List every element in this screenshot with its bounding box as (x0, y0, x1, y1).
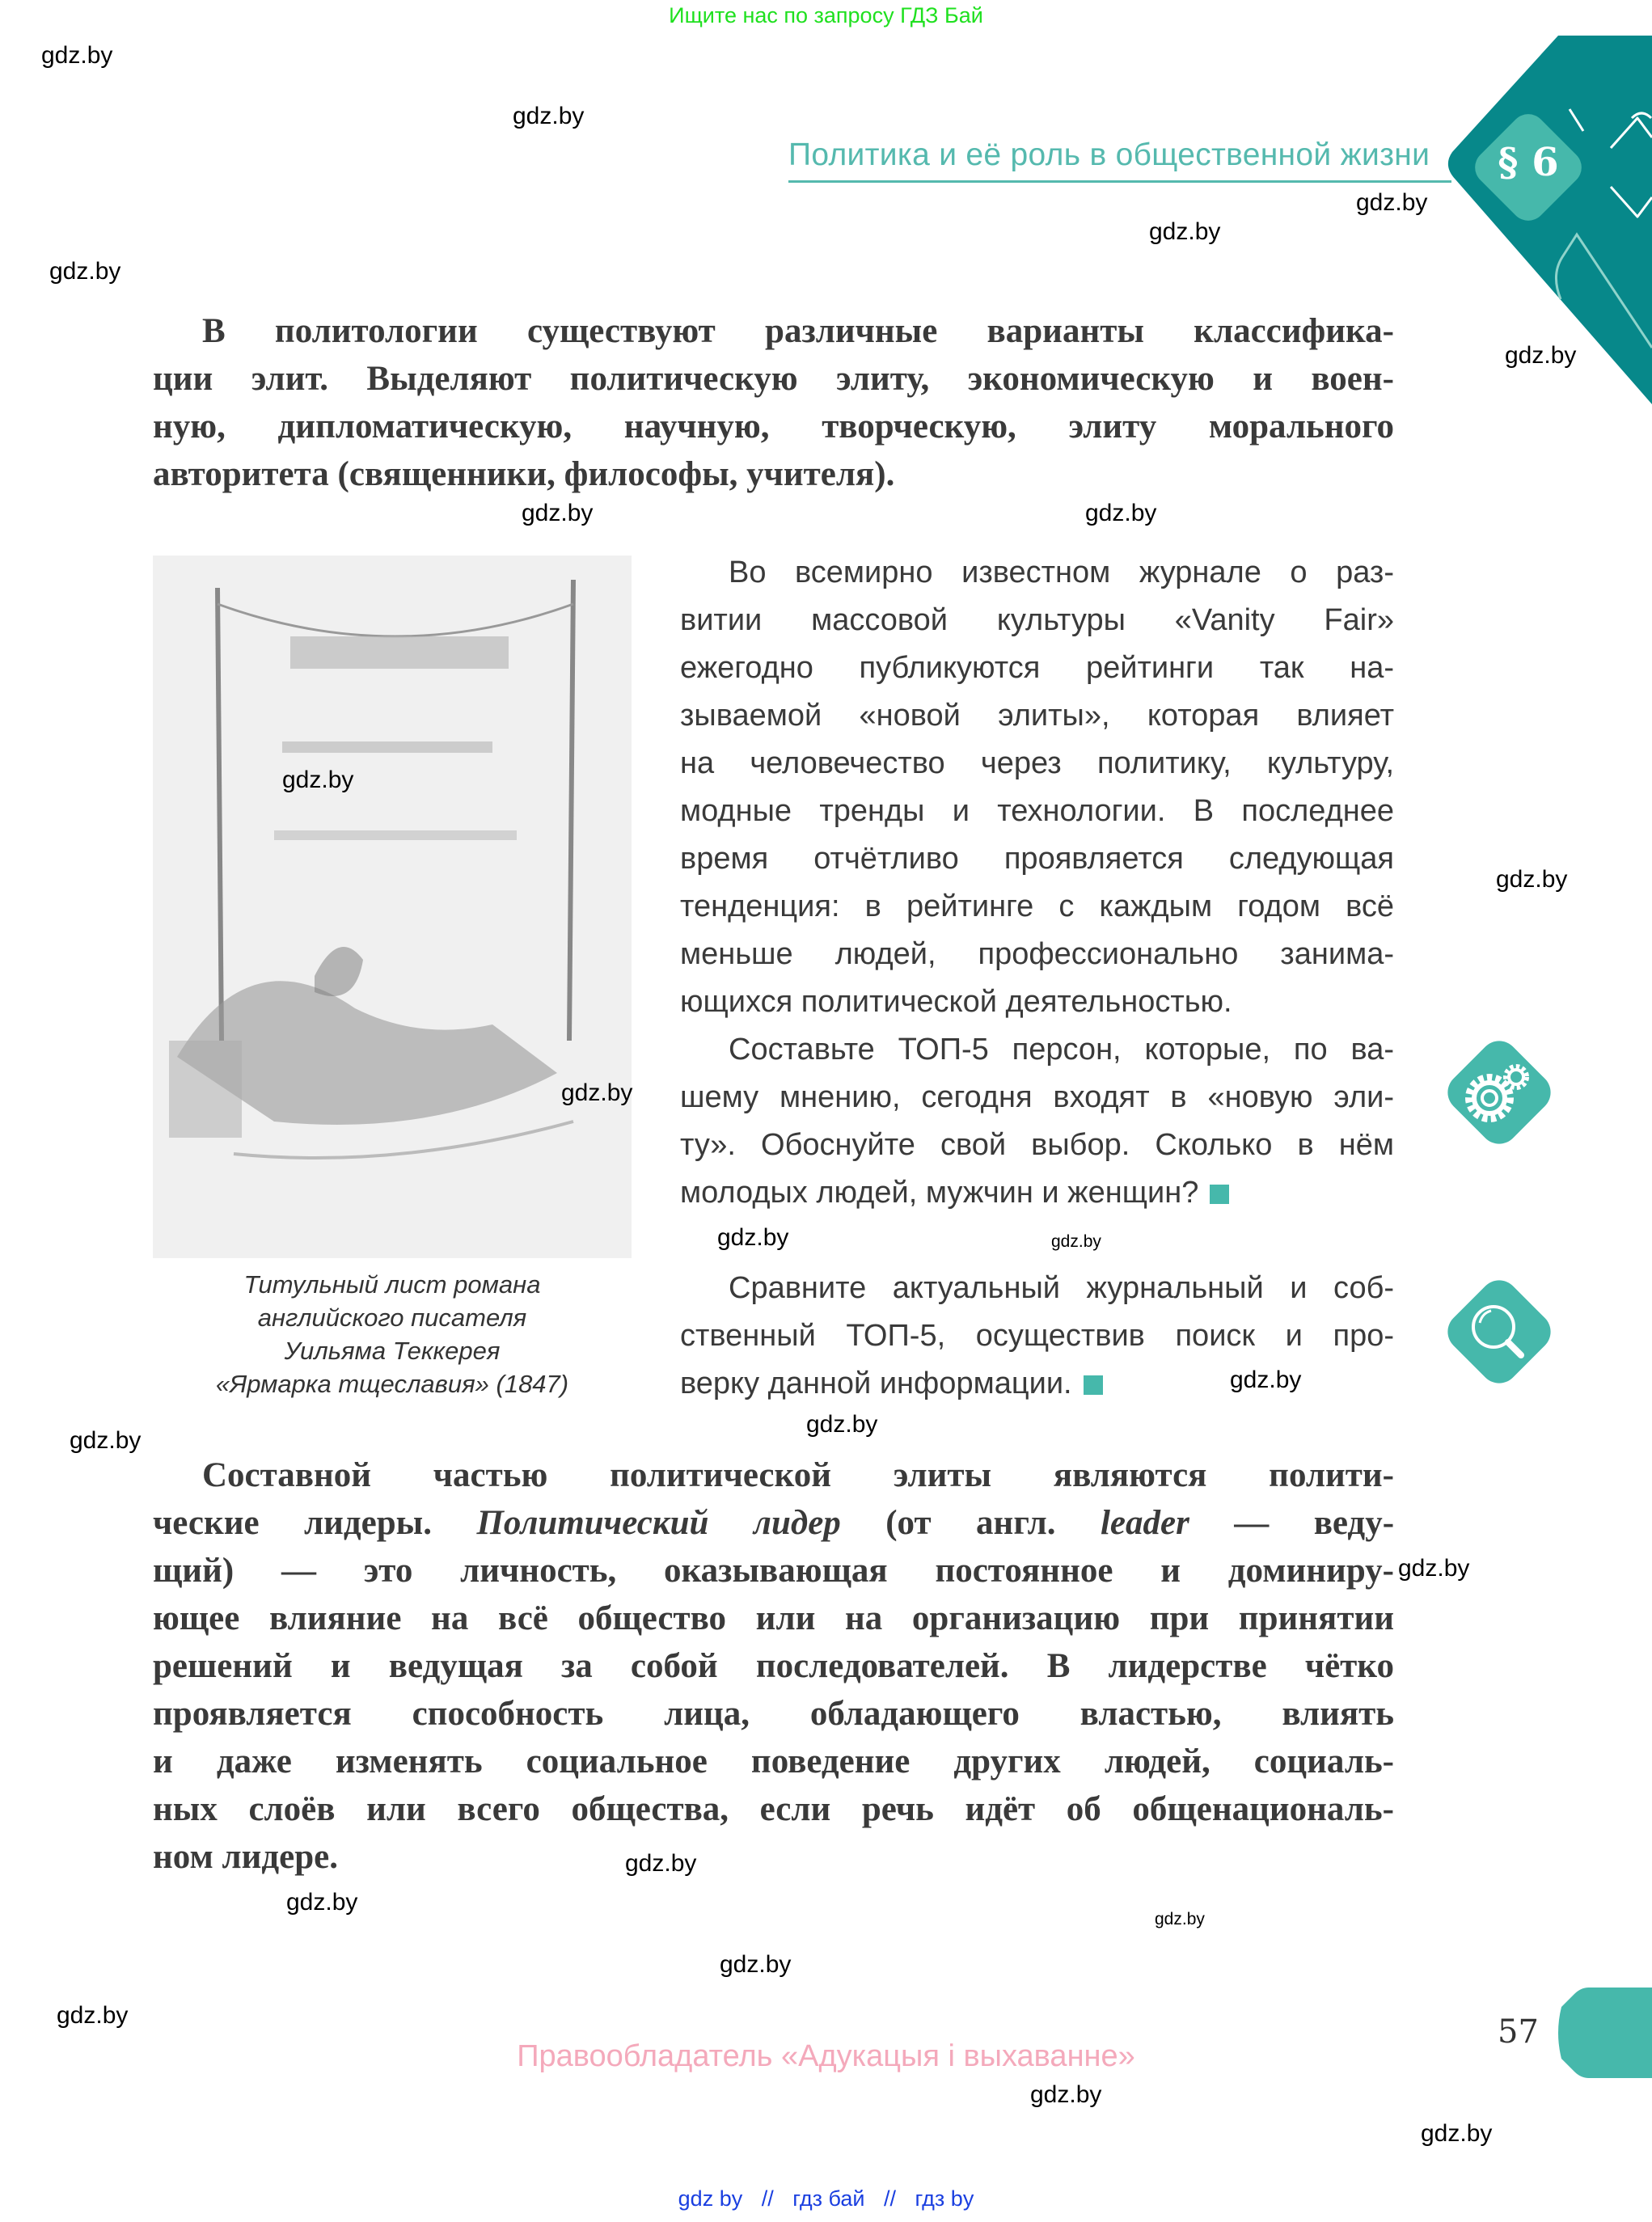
footer-separator: // (761, 2186, 774, 2211)
text-content: время отчётливо проявляется следующая (680, 842, 1394, 876)
watermark-text: gdz.by (1356, 189, 1428, 216)
watermark-text: gdz.by (1085, 500, 1157, 526)
text-segment: — веду- (1189, 1504, 1395, 1542)
section-badge (1468, 108, 1588, 227)
watermark-text: gdz.by (1030, 2081, 1102, 2108)
watermark-text: gdz.by (49, 258, 121, 285)
text-line (680, 1174, 1229, 1211)
text-content: ющее влияние на всё общество или на организацию при принятии (153, 1599, 1394, 1637)
text-line (680, 840, 1394, 877)
watermark-text: gdz.by (282, 767, 354, 793)
text-line (153, 454, 894, 495)
text-line (153, 1837, 338, 1878)
chapter-title: Политика и её роль в общественной жизни (788, 137, 1430, 172)
watermark-text: gdz.by (561, 1079, 633, 1106)
text-content: щий) — это личность, оказывающая постоянное и доминиру- (153, 1552, 1394, 1590)
watermark-text: gdz.by (625, 1850, 697, 1877)
text-content: на человечество через политику, культуру, (680, 746, 1394, 780)
text-content: ную, дипломатическую, научную, творческую, элиту морального (153, 408, 1394, 446)
text-segment: (от англ. (840, 1504, 1101, 1542)
watermark-text: gdz.by (57, 2002, 129, 2029)
end-of-task-square-icon (1210, 1185, 1229, 1204)
text-content: решений и ведущая за собой последователей. В лидерстве чётко (153, 1647, 1394, 1685)
text-line (680, 1079, 1394, 1116)
watermark-text: gdz.by (1230, 1367, 1302, 1393)
chapter-title-underline (788, 180, 1451, 183)
caption-line: английского писателя (257, 1303, 527, 1332)
watermark-text: gdz.by (70, 1427, 142, 1454)
text-line (680, 1317, 1394, 1354)
text-content: молодых людей, мужчин и женщин? (680, 1176, 1199, 1210)
research-task-marker (1440, 1273, 1558, 1391)
text-line (153, 1742, 1394, 1782)
watermark-text: gdz.by (1051, 1232, 1101, 1251)
footer-separator: // (884, 2186, 897, 2211)
text-line (153, 407, 1394, 447)
text-line (153, 1646, 1394, 1687)
text-line (680, 602, 1394, 639)
practice-task-marker (1440, 1033, 1558, 1151)
text-content: проявляется способность лица, обладающего властью, влиять (153, 1695, 1394, 1733)
watermark-text: gdz.by (1398, 1555, 1470, 1582)
text-line (729, 1031, 1394, 1068)
book-title-page-illustration (153, 556, 632, 1258)
search-hint-banner: Ищите нас по запросу ГДЗ Бай (669, 3, 983, 27)
text-line (153, 1599, 1394, 1639)
text-content: ном лидере. (153, 1838, 338, 1876)
italic-term: Политический лидер (476, 1504, 841, 1542)
copyright-notice: Правообладатель «Адукацыя і выхаванне» (517, 2039, 1135, 2073)
text-content: меньше людей, профессионально занима- (680, 937, 1394, 971)
text-line (729, 554, 1394, 591)
watermark-text: gdz.by (720, 1951, 792, 1978)
text-line (153, 1503, 1394, 1544)
text-content: В политологии существуют различные варианты классифика- (202, 312, 1394, 350)
text-content: ющихся политической деятельностью. (680, 985, 1232, 1019)
text-line (202, 1455, 1394, 1496)
footer-links (0, 2186, 1652, 2211)
text-content: модные тренды и технологии. В последнее (680, 794, 1394, 828)
section-number: § 6 (1498, 140, 1559, 185)
end-of-task-square-icon (1084, 1375, 1103, 1395)
footer-link-gdz-bai[interactable]: гдз бай (792, 2186, 865, 2211)
text-line (202, 311, 1394, 352)
text-content: и даже изменять социальное поведение других людей, социаль- (153, 1743, 1394, 1781)
text-content: Сравните актуальный журнальный и соб- (729, 1271, 1394, 1305)
text-line (153, 1694, 1394, 1734)
watermark-text: gdz.by (806, 1411, 878, 1438)
text-line (729, 1269, 1394, 1307)
text-content: Составьте ТОП-5 персон, которые, по ва- (729, 1033, 1394, 1067)
text-line (680, 1126, 1394, 1164)
caption-line: Уильяма Теккерея (284, 1337, 501, 1365)
text-line (680, 745, 1394, 782)
caption-line: Титульный лист романа (243, 1270, 541, 1299)
text-line (680, 697, 1394, 734)
watermark-text: gdz.by (1496, 866, 1568, 893)
watermark-text: gdz.by (513, 103, 585, 129)
watermark-text: gdz.by (717, 1224, 789, 1251)
illustration-sketch (153, 556, 632, 1258)
footer-link-gdz-by[interactable]: gdz by (678, 2186, 743, 2211)
watermark-text: gdz.by (1155, 1910, 1205, 1928)
footer-link-gdz-by-cyr[interactable]: гдз by (915, 2186, 974, 2211)
magnifier-icon (1440, 1273, 1558, 1391)
text-content: авторитета (священники, философы, учителя). (153, 455, 895, 493)
page-number: 57 (1498, 2013, 1539, 2051)
text-line (680, 1365, 1103, 1402)
gears-icon (1440, 1033, 1558, 1151)
text-line (153, 1551, 1394, 1591)
italic-term: leader (1100, 1504, 1189, 1542)
text-line (153, 1789, 1394, 1830)
text-line (680, 936, 1394, 973)
text-content: ции элит. Выделяют политическую элиту, экономическую и воен- (153, 360, 1394, 398)
text-line (680, 792, 1394, 830)
watermark-text: gdz.by (1421, 2120, 1493, 2147)
text-content: верку данной информации. (680, 1367, 1072, 1400)
watermark-text: gdz.by (1149, 218, 1221, 245)
text-content: ных слоёв или всего общества, если речь идёт об общенациональ- (153, 1790, 1394, 1828)
text-content: витии массовой культуры «Vanity Fair» (680, 603, 1394, 637)
text-content: Во всемирно известном журнале о раз- (729, 556, 1394, 589)
caption-line: «Ярмарка тщеславия» (1847) (215, 1370, 569, 1398)
text-line (153, 359, 1394, 399)
watermark-text: gdz.by (41, 42, 113, 69)
watermark-text: gdz.by (1505, 342, 1577, 369)
text-content: шему мнению, сегодня входят в «новую эли- (680, 1080, 1394, 1114)
text-line (680, 649, 1394, 686)
watermark-text: gdz.by (522, 500, 594, 526)
text-content: тенденция: в рейтинге с каждым годом всё (680, 889, 1394, 923)
text-content: ту». Обоснуйте свой выбор. Сколько в нём (680, 1128, 1394, 1162)
text-content: ственный ТОП-5, осуществив поиск и про- (680, 1319, 1394, 1353)
text-line (680, 888, 1394, 925)
text-segment: ческие лидеры. (153, 1504, 477, 1542)
text-line (680, 983, 1232, 1020)
watermark-text: gdz.by (286, 1889, 358, 1916)
text-content: ежегодно публикуются рейтинги так на- (680, 651, 1394, 685)
text-content: зываемой «новой элиты», которая влияет (680, 699, 1394, 733)
text-content: Составной частью политической элиты являются полити- (202, 1456, 1394, 1494)
